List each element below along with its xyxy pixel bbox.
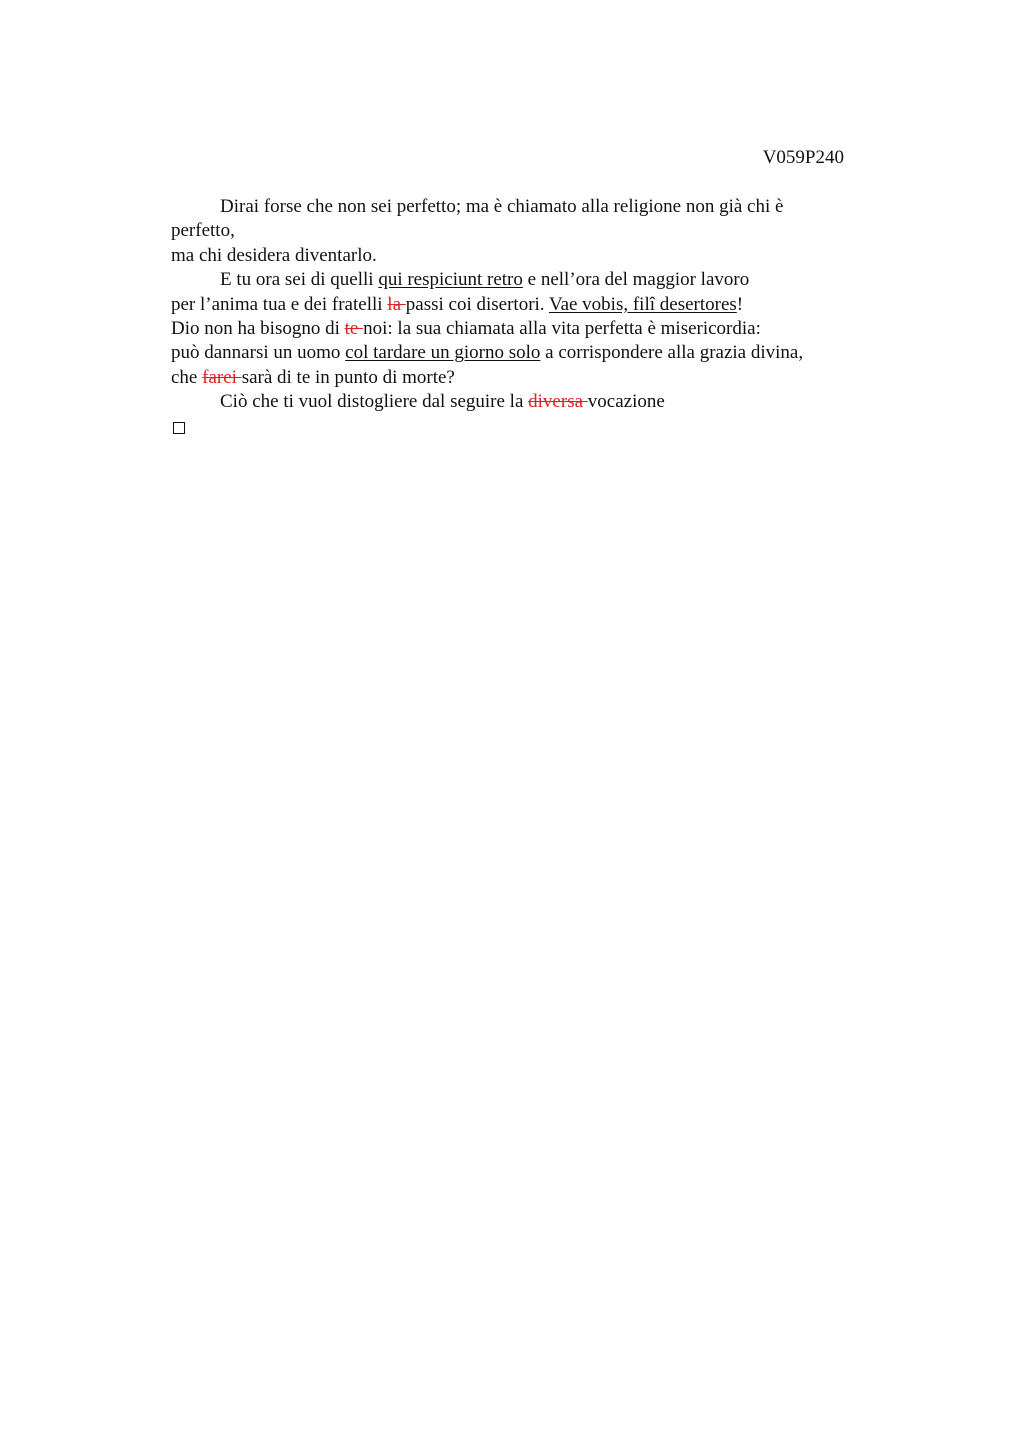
text-line: [171, 341, 871, 365]
deleted-word: la: [387, 293, 406, 315]
text-segment: perfetto,: [171, 220, 235, 242]
text-segment: noi: la sua chiamata alla vita perfetta è misericordia:: [363, 317, 761, 339]
text-segment: Dio non ha bisogno di: [171, 317, 345, 339]
text-segment: Ciò che ti vuol distogliere dal seguire la: [220, 391, 529, 413]
empty-checkbox-icon: [173, 422, 185, 434]
text-segment: per l’anima tua e dei fratelli: [171, 293, 388, 315]
deleted-word: farei: [202, 366, 242, 388]
end-marker-line: [171, 415, 871, 439]
text-line: [171, 244, 871, 268]
text-segment: sarà di te in punto di morte?: [241, 366, 455, 388]
text-line: [171, 366, 871, 390]
deleted-word: diversa: [528, 391, 588, 413]
text-line: [171, 293, 871, 317]
text-segment: vocazione: [587, 391, 665, 413]
text-line: [171, 317, 871, 341]
text-segment: che: [171, 366, 203, 388]
text-segment: E tu ora sei di quelli: [220, 269, 379, 291]
text-line: [171, 195, 871, 219]
text-line: [171, 268, 871, 292]
deleted-word: te: [344, 317, 364, 339]
text-segment: può dannarsi un uomo: [171, 342, 346, 364]
text-segment: e nell’ora del maggior lavoro: [522, 269, 750, 291]
text-line: [171, 390, 871, 414]
text-line: [171, 219, 871, 243]
text-segment: !: [736, 293, 744, 315]
body-text: [171, 195, 871, 439]
text-segment: Dirai forse che non sei perfetto; ma è chiamato alla religione non già chi è: [220, 196, 784, 217]
underlined-phrase: col tardare un giorno solo: [345, 342, 541, 364]
underlined-phrase: Vae vobis, filî desertores: [548, 293, 737, 315]
text-segment: a corrispondere alla grazia divina,: [540, 342, 804, 364]
text-segment: ma chi desidera diventarlo.: [171, 244, 377, 266]
text-segment: passi coi disertori.: [405, 293, 549, 315]
underlined-phrase: qui respiciunt retro: [378, 269, 523, 291]
page-identifier: V059P240: [762, 147, 844, 168]
